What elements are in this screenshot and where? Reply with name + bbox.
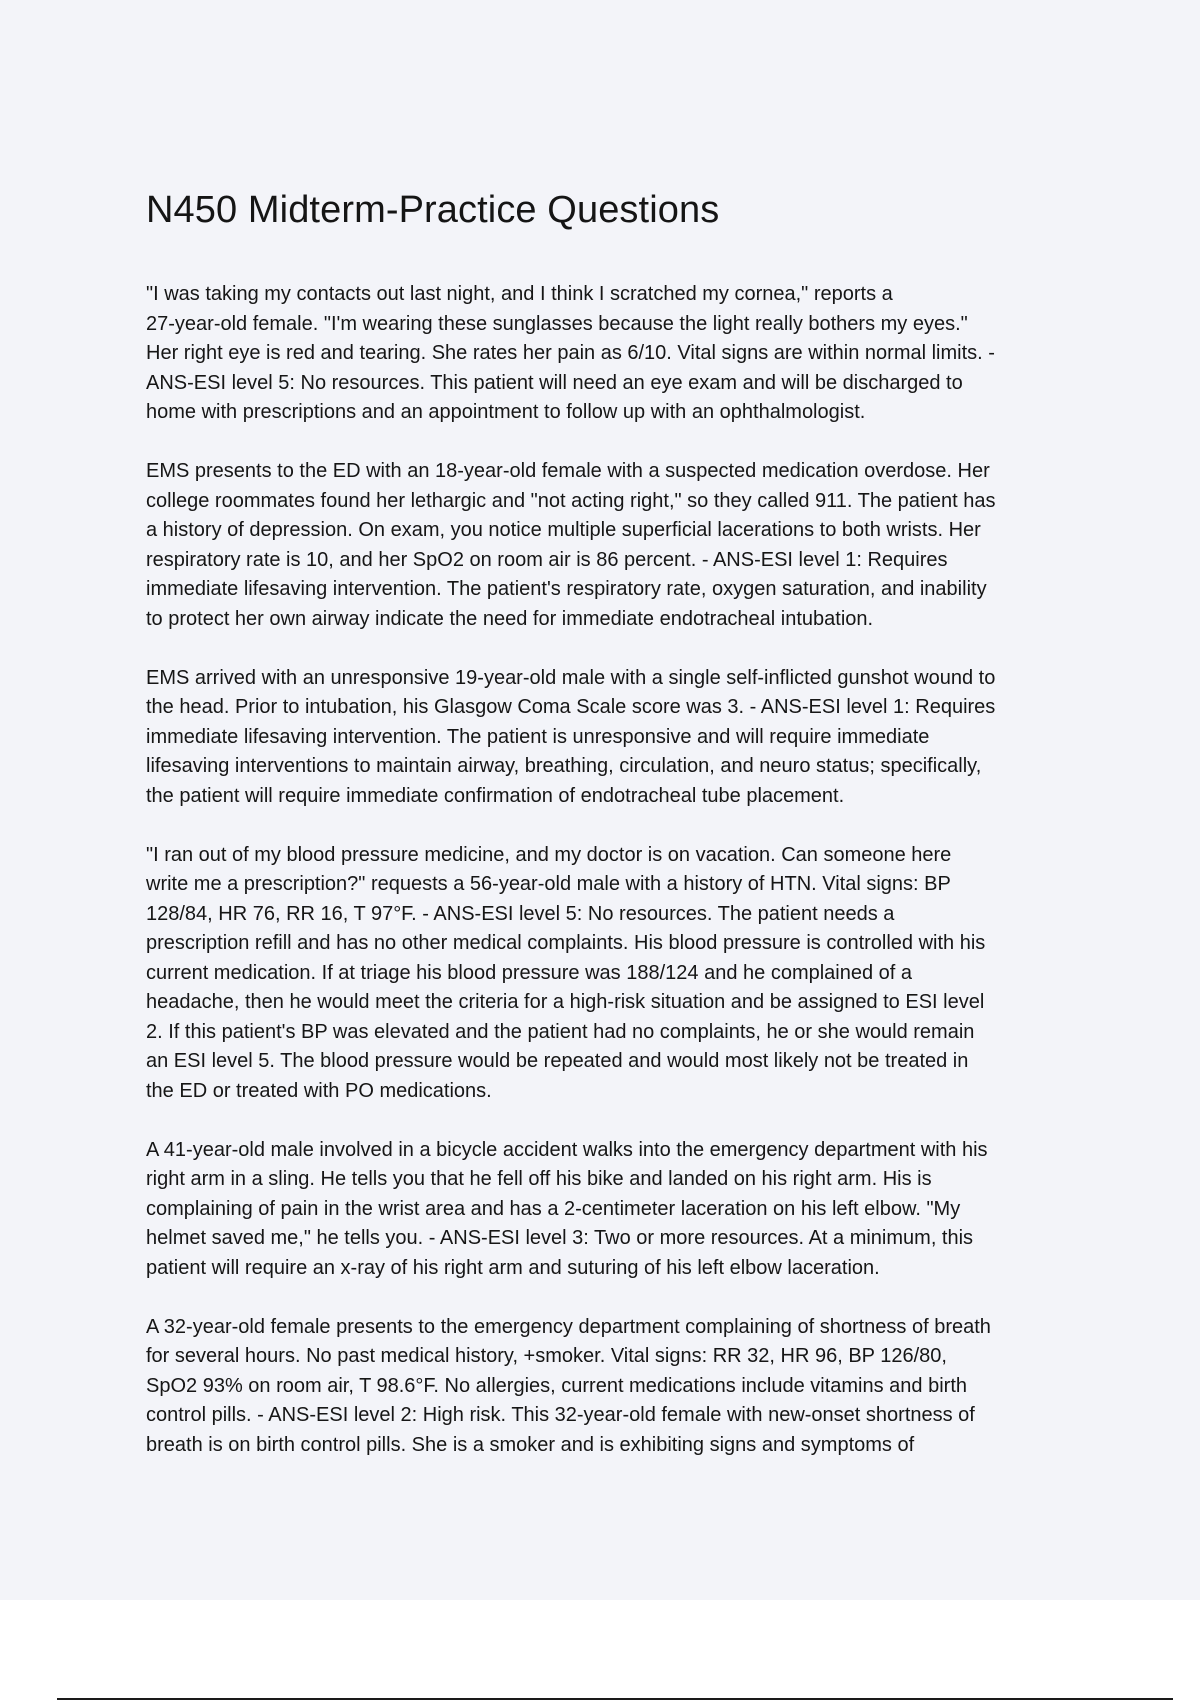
text-line: SpO2 93% on room air, T 98.6°F. No allergies, current medications include vitamins and birth	[146, 1374, 968, 1397]
text-line: "I was taking my contacts out last night, and I think I scratched my cornea," reports a	[146, 283, 893, 305]
text-line: right arm in a sling. He tells you that he fell off his bike and landed on his right arm. His is	[146, 1168, 932, 1190]
text-line: lifesaving interventions to maintain airway, breathing, circulation, and neuro status; specifically,	[146, 755, 982, 777]
text-line: an ESI level 5. The blood pressure would be repeated and would most likely not be treated in	[146, 1050, 969, 1072]
text-line: write me a prescription?" requests a 56-year-old male with a history of HTN. Vital signs: BP	[146, 873, 951, 895]
text-line: to protect her own airway indicate the need for immediate endotracheal intubation.	[146, 607, 874, 630]
text-line: A 41-year-old male involved in a bicycle accident walks into the emergency department with his	[146, 1138, 988, 1161]
text-line: college roommates found her lethargic and "not acting right," so they called 911. The patient has	[146, 489, 996, 512]
question-item	[146, 1313, 1096, 1461]
text-line: prescription refill and has no other medical complaints. His blood pressure is controlled with his	[146, 932, 986, 954]
text-line: 27-year-old female. "I'm wearing these sunglasses because the light really bothers my eyes."	[146, 312, 968, 335]
text-line: Her right eye is red and tearing. She rates her pain as 6/10. Vital signs are within normal limits. -	[146, 342, 995, 364]
text-line: ANS-ESI level 5: No resources. This patient will need an eye exam and will be discharged to	[146, 371, 963, 394]
question-item	[146, 280, 1096, 428]
text-line: current medication. If at triage his blood pressure was 188/124 and he complained of a	[146, 961, 913, 984]
question-item	[146, 1136, 1096, 1284]
text-line: the head. Prior to intubation, his Glasgow Coma Scale score was 3. - ANS-ESI level 1: Requires	[146, 696, 996, 718]
text-line: EMS presents to the ED with an 18-year-old female with a suspected medication overdose. Her	[146, 460, 990, 482]
text-line: immediate lifesaving intervention. The patient's respiratory rate, oxygen saturation, and inability	[146, 578, 987, 600]
text-line: control pills. - ANS-ESI level 2: High risk. This 32-year-old female with new-onset shortness of	[146, 1404, 975, 1426]
question-item	[146, 841, 1096, 1107]
text-line: the ED or treated with PO medications.	[146, 1079, 492, 1102]
question-item	[146, 457, 1096, 634]
question-item	[146, 664, 1096, 812]
text-line: headache, then he would meet the criteria for a high-risk situation and be assigned to ESI level	[146, 991, 985, 1013]
page-title: N450 Midterm-Practice Questions	[146, 189, 720, 231]
text-line: respiratory rate is 10, and her SpO2 on room air is 86 percent. - ANS-ESI level 1: Requires	[146, 548, 948, 571]
text-line: the patient will require immediate confirmation of endotracheal tube placement.	[146, 784, 845, 807]
text-line: patient will require an x-ray of his right arm and suturing of his left elbow laceration.	[146, 1256, 880, 1279]
text-line: "I ran out of my blood pressure medicine, and my doctor is on vacation. Can someone here	[146, 843, 952, 866]
text-line: for several hours. No past medical history, +smoker. Vital signs: RR 32, HR 96, BP 126/80,	[146, 1345, 947, 1367]
question-list	[146, 280, 1096, 1490]
text-line: EMS arrived with an unresponsive 19-year-old male with a single self-inflicted gunshot wound to	[146, 666, 996, 689]
text-line: breath is on birth control pills. She is a smoker and is exhibiting signs and symptoms of	[146, 1433, 915, 1456]
text-line: home with prescriptions and an appointment to follow up with an ophthalmologist.	[146, 401, 866, 423]
text-line: a history of depression. On exam, you notice multiple superficial lacerations to both wrists. Her	[146, 519, 981, 541]
text-line: immediate lifesaving intervention. The patient is unresponsive and will require immediate	[146, 725, 930, 748]
text-line: 128/84, HR 76, RR 16, T 97°F. - ANS-ESI level 5: No resources. The patient needs a	[146, 902, 895, 925]
text-line: 2. If this patient's BP was elevated and the patient had no complaints, he or she would remain	[146, 1020, 975, 1043]
text-line: A 32-year-old female presents to the emergency department complaining of shortness of breath	[146, 1315, 991, 1338]
text-line: complaining of pain in the wrist area and has a 2-centimeter laceration on his left elbow. "My	[146, 1197, 961, 1220]
text-line: helmet saved me," he tells you. - ANS-ESI level 3: Two or more resources. At a minimum, this	[146, 1227, 974, 1249]
